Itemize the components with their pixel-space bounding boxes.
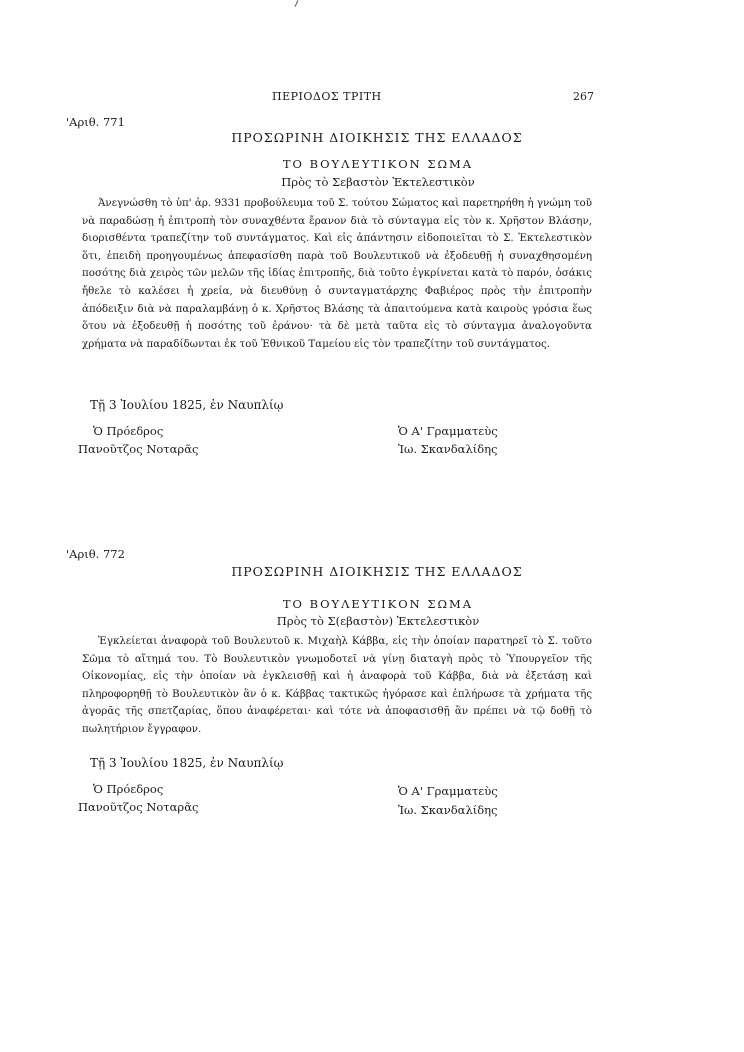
document-number: 'Αριθ. 772 [66,547,125,561]
addressee: Πρὸς τὸ Σεβαστὸν Ἐκτελεστικὸν [281,175,475,189]
president-title: Ὁ Πρόεδρος [93,424,164,438]
president-name: Πανοῦτζος Νοταρᾶς [78,800,199,814]
date-place: Τῇ 3 Ἰουλίου 1825, ἐν Ναυπλίῳ [90,398,284,412]
government-heading: ΠΡΟΣΩΡΙΝΗ ΔΙΟΙΚΗΣΙΣ ΤΗΣ ΕΛΛΑΔΟΣ [231,564,523,579]
issuing-body: ΤΟ ΒΟΥΛΕΥΤΙΚΟΝ ΣΩΜΑ [282,597,474,611]
addressee: Πρὸς τὸ Σ(εβαστὸν) Ἐκτελεστικὸν [276,614,480,628]
document-text: Ἐγκλείεται ἀναφορὰ τοῦ Βουλευτοῦ κ. Μιχαὴλ Κάββα, εἰς τὴν ὁποίαν παρατηρεῖ τὸ Σ. τοῦτο Σῶμα τὸ αἴτημά του. Τὸ Βουλευτικὸν γνωμοδοτεῖ νὰ γίνῃ διαταγὴ πρὸς τὸ Ὑπουργεῖον τῆς Οἰκονομίας, εἰς τὴν ὁποίαν νὰ ἐγκλεισθῇ καὶ ἡ ἀναφορὰ τοῦ Κάββα, διὰ νὰ ἐξετάσῃ καὶ πληροφορηθῇ τὸ Βουλευτικὸν ἂν ὁ κ. Κάββας τακτικῶς ἠγόρασε καὶ ἐπλήρωσε τὰ χρήματα τῆς ἀγορᾶς τῆς σπετζαρίας, ὅπου ἀναφέρεται· καὶ τότε νὰ ἀποφασισθῇ ἂν πρέπει νὰ τῷ δοθῇ τὸ πωλητήριον ἔγγραφον. [82,635,592,735]
secretary-title: Ὁ Α' Γραμματεὺς [398,784,498,798]
secretary-name: Ἰω. Σκανδαλίδης [398,442,498,456]
secretary-name: Ἰω. Σκανδαλίδης [398,803,498,817]
president-title: Ὁ Πρόεδρος [93,782,164,796]
government-heading: ΠΡΟΣΩΡΙΝΗ ΔΙΟΙΚΗΣΙΣ ΤΗΣ ΕΛΛΑΔΟΣ [231,130,523,145]
secretary-title: Ὁ Α' Γραμματεὺς [398,424,498,438]
document-text: Ἀνεγνώσθη τὸ ὑπ' ἀρ. 9331 προβούλευμα τοῦ Σ. τούτου Σώματος καὶ παρετηρήθη ἡ γνώμη τοῦ νὰ παραδώσῃ ἡ ἐπιτροπὴ τὸν συναχθέντα ἔρανον διὰ τὸ σύνταγμα εἰς τὸν κ. Χρῆστον Βλάσην, διορισθέντα τραπεζίτην τοῦ συντάγματος. Καὶ εἰς ἀπάντησιν εἰδοποιεῖται τὸ Σ. Ἐκτελεστικὸν ὅτι, ἐπειδὴ προηγουμένως ἀπεφασίσθη παρὰ τοῦ Βουλευτικοῦ νὰ ἐξοδευθῇ ἡ συναχθησομένη ποσότης διὰ χειρὸς τῶν μελῶν τῆς ἰδίας ἐπιτροπῆς, διὰ τοῦτο ἐγκρίνεται κατὰ τὸ παρόν, ὁσάκις ἤθελε τὸ καλέσει ἡ χρεία, νὰ διευθύνῃ ὁ συνταγματάρχης Φαβιέρος πρὸς τὴν ἐπιτροπὴν ἀπόδειξιν διὰ νὰ παραλαμβάνῃ ὁ κ. Χρῆστος Βλάσης τὰ ἀπαιτούμενα κατὰ καιροὺς γρόσια ἕως ὅτου νὰ ἐξοδευθῇ ἡ ποσότης τοῦ ἐράνου· τὰ δὲ μετὰ ταῦτα εἰς τὸ σύνταγμα ἀναλογοῦντα χρήματα νὰ παραδίδωνται ἐκ τοῦ Ἐθνικοῦ Ταμείου εἰς τὸν τραπεζίτην τοῦ συντάγματος. [82,197,592,350]
running-title: ΠΕΡΙΟΔΟΣ ΤΡΙΤΗ [272,90,382,103]
scan-mark [295,0,299,7]
document-number: 'Αριθ. 771 [66,115,125,129]
issuing-body: ΤΟ ΒΟΥΛΕΥΤΙΚΟΝ ΣΩΜΑ [282,157,474,171]
page-number: 267 [573,90,594,103]
date-place: Τῇ 3 Ἰουλίου 1825, ἐν Ναυπλίῳ [90,756,284,770]
president-name: Πανοῦτζος Νοταρᾶς [78,442,199,456]
